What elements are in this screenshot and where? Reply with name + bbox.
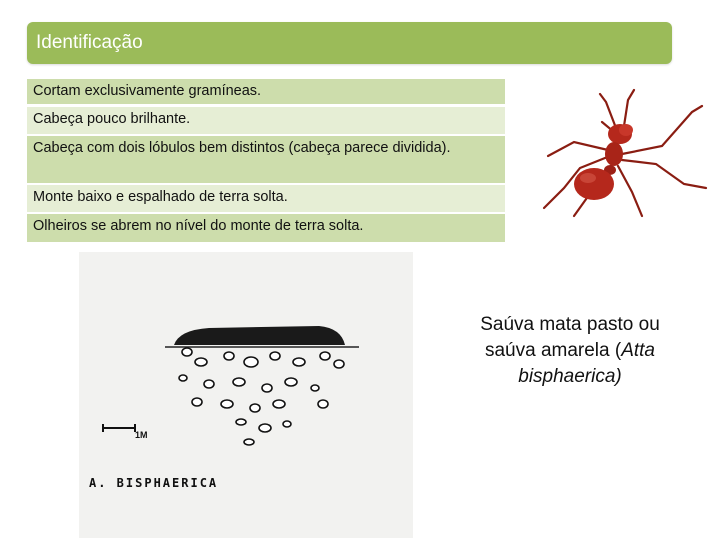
- ant-photo: [524, 84, 714, 234]
- caption-common-name: saúva amarela (: [484, 340, 622, 361]
- table-row: Cabeça pouco brilhante.: [27, 107, 505, 134]
- table-row: Cabeça com dois lóbulos bem distintos (cabeça parece dividida).: [27, 136, 505, 183]
- table-row: Monte baixo e espalhado de terra solta.: [27, 185, 505, 212]
- table-row: Olheiros se abrem no nível do monte de terra solta.: [27, 214, 505, 242]
- caption-line-2: [440, 338, 700, 364]
- species-label: A. BISPHAERICA: [89, 476, 219, 490]
- caption-genus: Atta: [621, 340, 656, 361]
- species-caption: [440, 312, 700, 390]
- title-bar: [27, 22, 672, 64]
- caption-species: bisphaerica): [518, 366, 622, 387]
- scale-label: 1M: [135, 430, 148, 440]
- nest-cross-section-drawing: [79, 252, 413, 538]
- page-title: Identificação: [36, 32, 143, 53]
- caption-line-1: Saúva mata pasto ou: [480, 314, 660, 335]
- table-row: Cortam exclusivamente gramíneas.: [27, 79, 505, 104]
